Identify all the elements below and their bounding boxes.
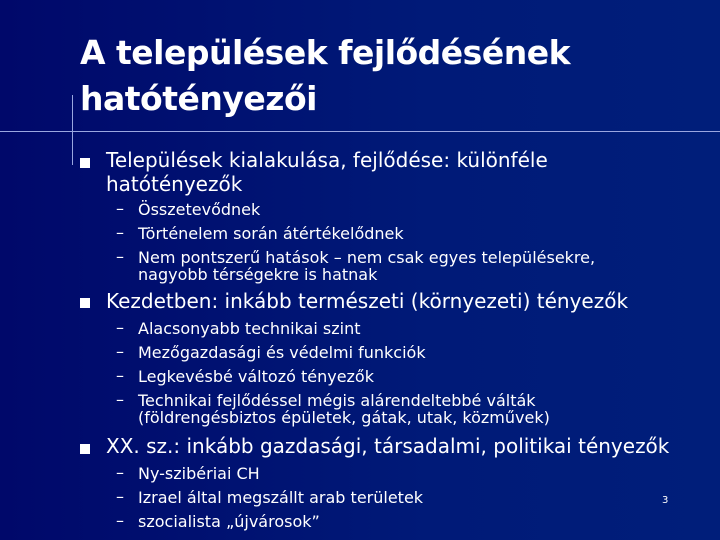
slide-title xyxy=(80,30,700,122)
bullet-1-sub-2 xyxy=(138,225,698,242)
bullet-3-text xyxy=(106,434,706,458)
dash-icon: – xyxy=(116,366,124,385)
bullet-1-text xyxy=(106,148,706,196)
sub-line: (földrengésbiztos épületek, gátak, utak, közművek) xyxy=(138,408,550,427)
dash-icon: – xyxy=(116,511,124,530)
dash-icon: – xyxy=(116,342,124,361)
bullet-1-line-2: hatótényezők xyxy=(106,172,243,196)
sub-line: Összetevődnek xyxy=(138,200,261,219)
slide-title-line-1: A települések fejlődésének xyxy=(80,33,571,72)
bullet-3-sub-1 xyxy=(138,465,698,482)
bullet-square-icon xyxy=(80,158,90,168)
slide-title-line-2: hatótényezői xyxy=(80,79,317,118)
bullet-3-sub-3 xyxy=(138,513,698,530)
sub-line: szocialista „újvárosok” xyxy=(138,512,320,531)
title-accent-line xyxy=(72,95,73,165)
dash-icon: – xyxy=(116,487,124,506)
bullet-2-sub-3 xyxy=(138,368,698,385)
bullet-square-icon xyxy=(80,444,90,454)
dash-icon: – xyxy=(116,247,124,266)
dash-icon: – xyxy=(116,318,124,337)
bullet-1-line-1: Települések kialakulása, fejlődése: különféle xyxy=(106,148,548,172)
bullet-2-text xyxy=(106,289,706,313)
sub-line: Legkevésbé változó tényezők xyxy=(138,367,374,386)
bullet-3-sub-2 xyxy=(138,489,698,506)
sub-line: nagyobb térségekre is hatnak xyxy=(138,265,378,284)
dash-icon: – xyxy=(116,223,124,242)
sub-line: Nem pontszerű hatások – nem csak egyes településekre, xyxy=(138,248,596,267)
sub-line: Mezőgazdasági és védelmi funkciók xyxy=(138,343,426,362)
page-number: 3 xyxy=(662,495,669,506)
bullet-2-sub-2 xyxy=(138,344,698,361)
bullet-1-sub-1 xyxy=(138,201,698,218)
sub-line: Ny-szibériai CH xyxy=(138,464,260,483)
bullet-3-line-1: XX. sz.: inkább gazdasági, társadalmi, politikai tényezők xyxy=(106,434,670,458)
bullet-2-sub-4 xyxy=(138,392,698,426)
sub-line: Technikai fejlődéssel mégis alárendeltebbé válták xyxy=(138,391,536,410)
bullet-square-icon xyxy=(80,298,90,308)
sub-line: Izrael által megszállt arab területek xyxy=(138,488,424,507)
bullet-1-sub-3 xyxy=(138,249,698,283)
sub-line: Alacsonyabb technikai szint xyxy=(138,319,361,338)
bullet-2-sub-1 xyxy=(138,320,698,337)
dash-icon: – xyxy=(116,463,124,482)
title-divider-line xyxy=(0,131,720,132)
dash-icon: – xyxy=(116,390,124,409)
sub-line: Történelem során átértékelődnek xyxy=(138,224,404,243)
bullet-2-line-1: Kezdetben: inkább természeti (környezeti) tényezők xyxy=(106,289,629,313)
dash-icon: – xyxy=(116,199,124,218)
